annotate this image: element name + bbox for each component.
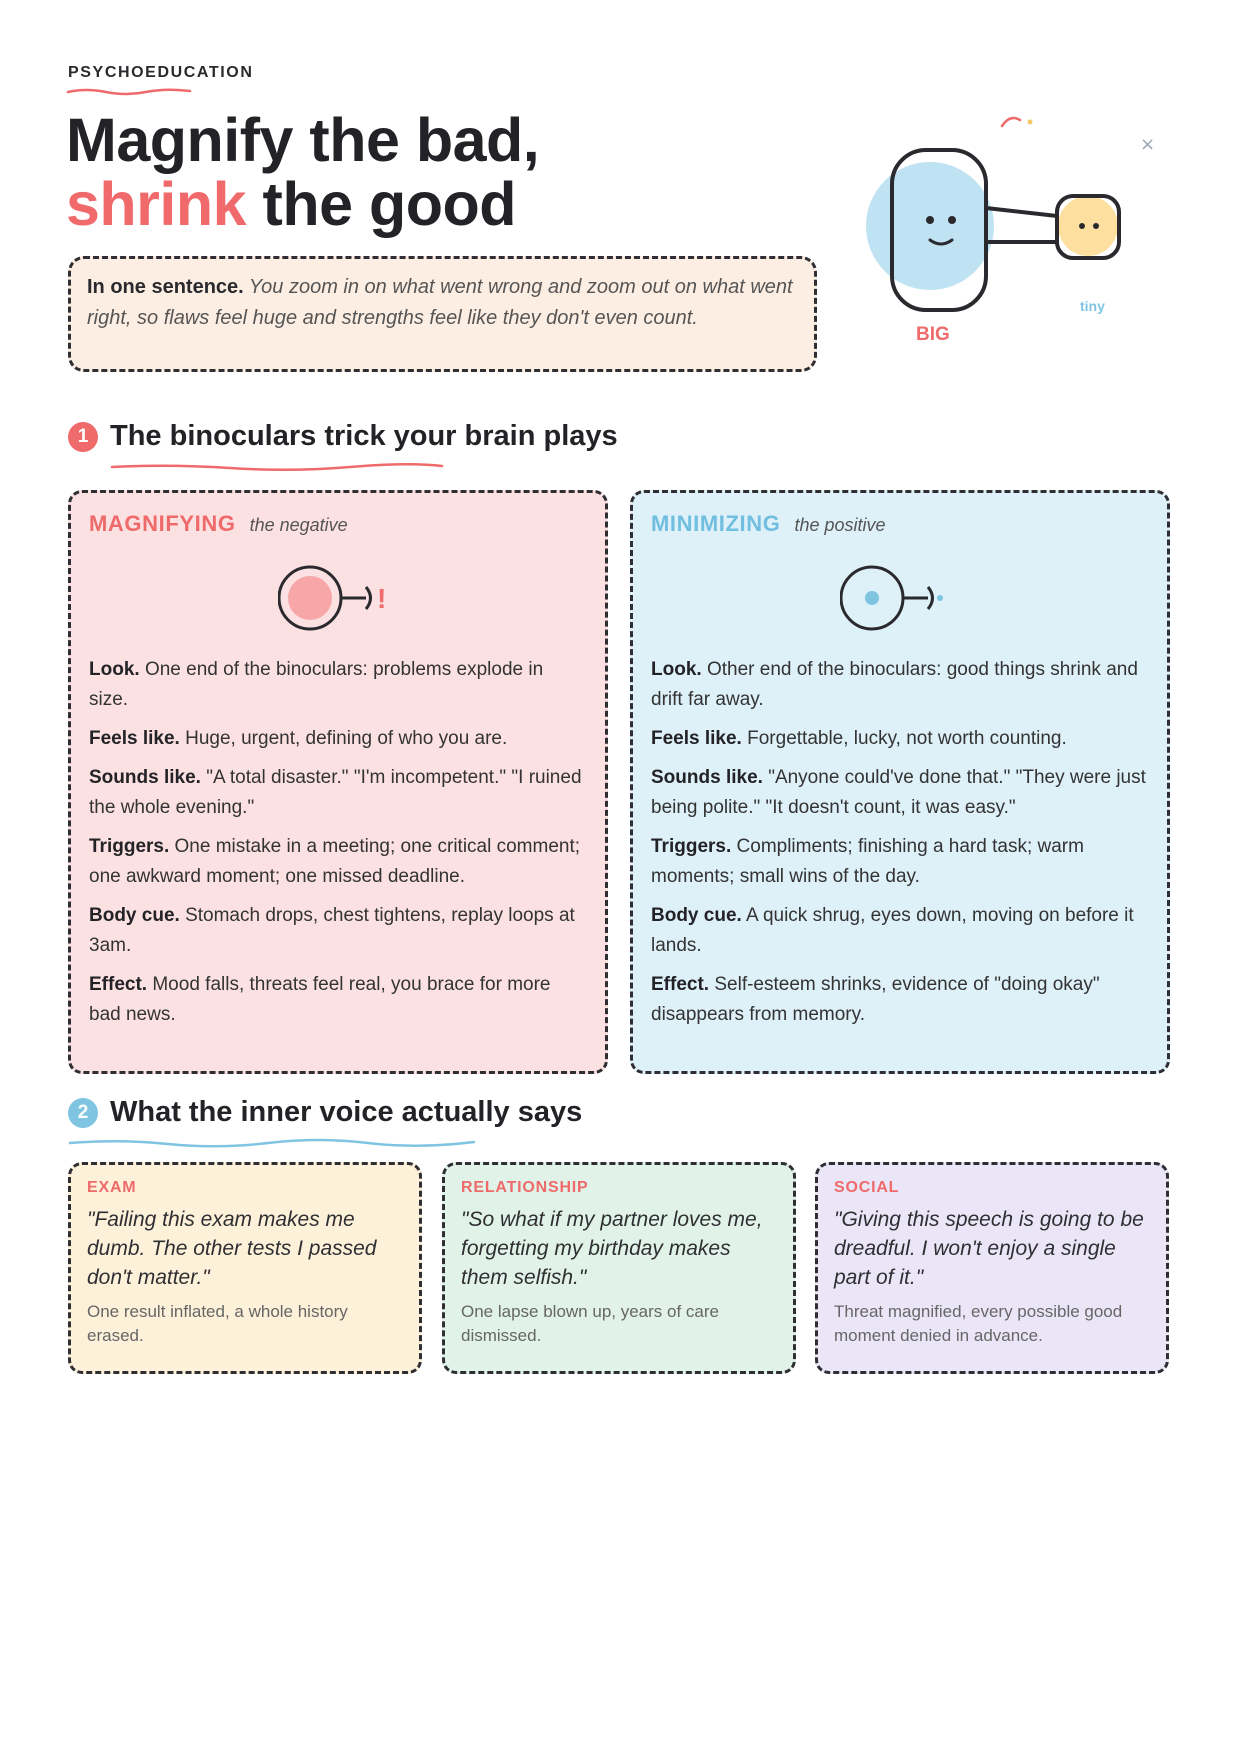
section-1-number-badge: 1 [68,422,98,452]
magnifying-panel [68,490,608,1074]
magnifying-header [89,511,587,537]
card-note: Threat magnified, every possible good moment denied in advance. [834,1302,1123,1345]
section-1-title: The binoculars trick your brain plays [110,420,618,452]
card-category: RELATIONSHIP [461,1179,589,1196]
list-item: Body cue. A quick shrug, eyes down, moving on before it lands. [651,905,1134,956]
minimizing-header [651,511,1149,537]
list-item: Body cue. Stomach drops, chest tightens, replay loops at 3am. [89,905,575,956]
big-label: BIG [916,324,950,345]
binoculars-illustration [860,108,1180,358]
card-category: EXAM [87,1179,137,1196]
card-note: One result inflated, a whole history erased. [87,1302,348,1345]
card-quote: "Failing this exam makes me dumb. The other tests I passed don't matter." [87,1208,377,1289]
magnifying-label: MAGNIFYING [89,511,236,536]
page-title [66,108,539,236]
card-category: SOCIAL [834,1179,900,1196]
section-1-underline [110,462,444,472]
kicker-underline [66,86,192,96]
title-rest: the good [246,170,517,238]
title-line-1: Magnify the bad, [66,106,540,174]
list-item: Triggers. Compliments; finishing a hard task; warm moments; small wins of the day. [651,836,1084,887]
one-sentence-summary [68,256,817,372]
card-quote: "Giving this speech is going to be dreadful. I won't enjoy a single part of it." [834,1208,1144,1289]
big-face-eye-right [948,216,956,224]
minimize-lens-icon [840,563,960,633]
list-item: Effect. Mood falls, threats feel real, you brace for more bad news. [89,974,551,1025]
list-item: Effect. Self-esteem shrinks, evidence of "doing okay" disappears from memory. [651,974,1100,1025]
section-1-heading [68,420,618,453]
minimizing-panel [630,490,1170,1074]
scenario-card-relationship [442,1162,796,1374]
close-mark: × [1140,134,1156,155]
scenario-card-exam [68,1162,422,1374]
minimizing-list [651,655,1149,1030]
scenario-card-social [815,1162,1169,1374]
tiny-face-eye-right [1093,223,1099,229]
svg-text:!: ! [377,583,387,614]
list-item: Sounds like. "A total disaster." "I'm incompetent." "I ruined the whole evening." [89,767,582,818]
section-2-heading [68,1096,582,1129]
tiny-face-blush [1058,196,1118,256]
list-item: Feels like. Forgettable, lucky, not worth counting. [651,728,1067,749]
tiny-label: tiny [1080,298,1105,314]
doodle-arc-icon [1002,118,1020,126]
card-quote: "So what if my partner loves me, forgetting my birthday makes them selfish." [461,1208,763,1289]
list-item: Sounds like. "Anyone could've done that." "They were just being polite." "It doesn't count, it was easy." [651,767,1146,818]
list-item: Look. One end of the binoculars: problems explode in size. [89,659,544,710]
section-2-title: What the inner voice actually says [110,1096,583,1128]
minimizing-label: MINIMIZING [651,511,781,536]
list-item: Look. Other end of the binoculars: good things shrink and drift far away. [651,659,1138,710]
title-line-2 [66,172,539,236]
minimizing-sub: the positive [794,515,886,535]
title-accent-word: shrink [66,170,247,238]
card-note: One lapse blown up, years of care dismissed. [461,1302,719,1345]
big-face-eye-left [926,216,934,224]
summary-lead: In one sentence. [87,276,244,298]
section-2-underline [68,1138,476,1148]
magnifying-list [89,655,587,1030]
magnify-lens-icon [278,563,398,633]
section-2-number-badge: 2 [68,1098,98,1128]
kicker-label: PSYCHOEDUCATION [68,64,254,81]
big-face-blush [866,162,994,290]
doodle-dot-icon [1028,120,1033,125]
bridge-line-top [986,208,1057,216]
tiny-face-eye-left [1079,223,1085,229]
summary-body: You zoom in on what went wrong and zoom out on what went right, so flaws feel huge and strengths feel like they don't even count. [87,276,793,329]
list-item: Triggers. One mistake in a meeting; one critical comment; one awkward moment; one missed deadline. [89,836,581,887]
list-item: Feels like. Huge, urgent, defining of who you are. [89,728,508,749]
summary-text [87,272,798,334]
magnifying-sub: the negative [249,515,348,535]
